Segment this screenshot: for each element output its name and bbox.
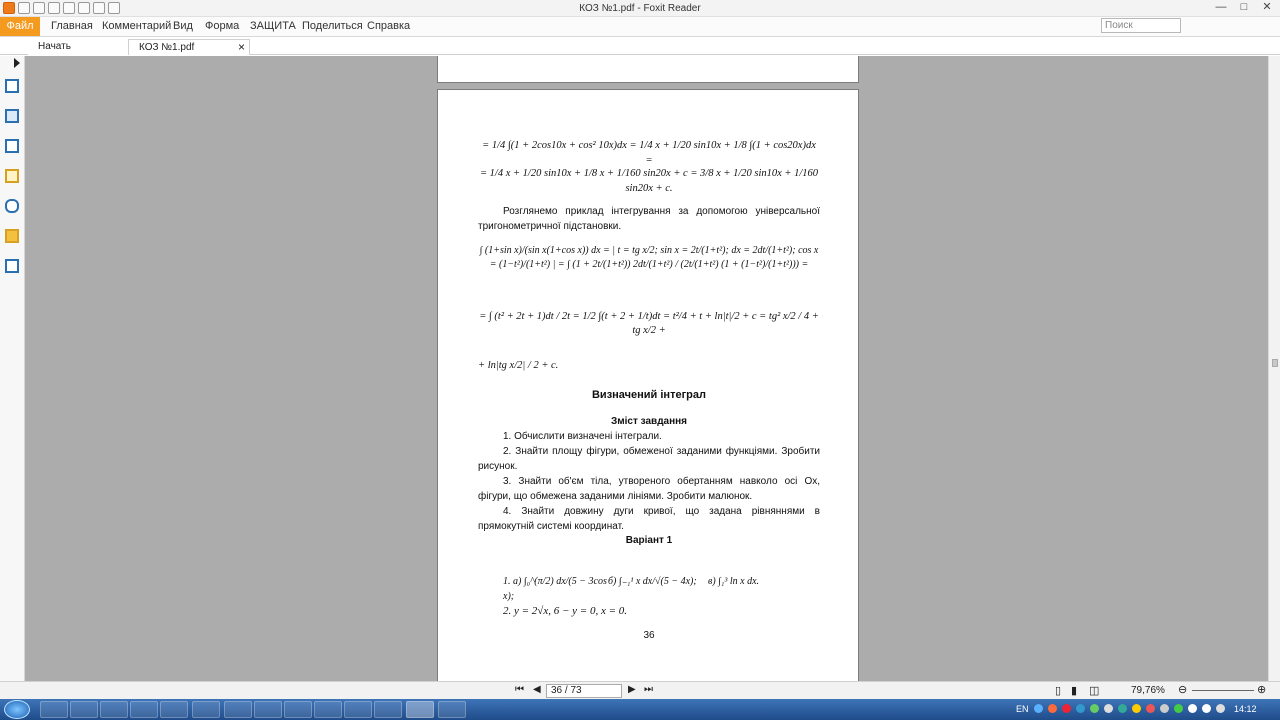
formula-line-1: = 1/4 ∫(1 + 2cos10x + cos² 10x)dx = 1/4 x + 1/20 sin10x + 1/8 ∫(1 + cos20x)dx = xyxy=(482,140,816,166)
layers-icon[interactable] xyxy=(5,139,19,153)
title-bar xyxy=(0,0,1280,17)
help-tray-icon[interactable] xyxy=(1034,704,1043,713)
variant-task-1b: б) ∫₋₁¹ x dx/√(5 − 4x); xyxy=(608,576,697,587)
tab-document-label: КОЗ №1.pdf xyxy=(139,42,195,53)
taskbar-app-2[interactable] xyxy=(70,701,98,718)
minimize-button[interactable]: — xyxy=(1215,1,1227,13)
formula-line-4: = ∫ (t² + 2t + 1)dt / 2t = 1/2 ∫(t + 2 + 1/t)dt = t²/4 + t + ln|t|/2 + c = tg² x/2 / 4 + tg x/2 + xyxy=(479,311,819,336)
taskbar-app-3[interactable] xyxy=(100,701,128,718)
task-item-2: 2. Знайти площу фігури, обмеженої заданими функціями. Зробити рисунок. xyxy=(478,446,820,472)
task-item-3: 3. Знайти об'єм тіла, утвореного обертанням навколо осі Ox, фігури, що обмежена заданими лініями. Зробити малюнок. xyxy=(478,476,820,502)
continuous-view-icon[interactable]: ▮ xyxy=(1071,685,1078,697)
zoom-level[interactable]: 79,76% xyxy=(1131,685,1165,696)
vertical-scrollbar[interactable] xyxy=(1268,56,1280,681)
section-subheading: Зміст завдання xyxy=(610,416,688,427)
language-indicator[interactable]: EN xyxy=(1016,704,1029,714)
status-bar xyxy=(0,681,1280,699)
tray-icon-5[interactable] xyxy=(1090,704,1099,713)
tray-icon-6[interactable] xyxy=(1104,704,1113,713)
volume-icon[interactable] xyxy=(1202,704,1211,713)
maximize-button[interactable]: □ xyxy=(1240,1,1248,13)
formula-line-2: = 1/4 x + 1/20 sin10x + 1/8 x + 1/160 sin20x + c = 3/8 x + 1/20 sin10x + 1/160 sin20x + c. xyxy=(479,168,819,194)
section-heading: Визначений інтеграл xyxy=(591,389,706,401)
tab-document[interactable] xyxy=(128,39,250,55)
attachments-icon[interactable] xyxy=(5,199,19,213)
formula-line-3: ∫ (1+sin x)/(sin x(1+cos x)) dx = | t = tg x/2; sin x = 2t/(1+t²); dx = 2dt/(1+t²); cos x = (1−t²)/(1+t²) | = ∫ (1 + 2t/(1+t²)) 2dt/(1+t²) / (2t/(1+t²) (1 + (1−t²)/(1+t²))) = xyxy=(479,245,819,270)
facing-view-icon[interactable]: ◫ xyxy=(1089,685,1100,697)
menu-share[interactable]: Поделиться xyxy=(302,20,363,32)
navigation-sidebar xyxy=(0,56,25,681)
tray-icon-14[interactable] xyxy=(1216,704,1225,713)
variant-heading: Варіант 1 xyxy=(625,535,673,546)
next-page-icon[interactable]: ▶ xyxy=(628,684,636,695)
current-page xyxy=(437,89,859,681)
network-icon[interactable] xyxy=(1188,704,1197,713)
start-button[interactable] xyxy=(4,700,30,719)
taskbar-telegram[interactable] xyxy=(344,701,372,718)
expand-sidebar-icon[interactable] xyxy=(14,58,20,68)
tray-icon-2[interactable] xyxy=(1048,704,1057,713)
menu-bar xyxy=(0,17,1280,37)
zoom-slider[interactable] xyxy=(1192,690,1254,691)
taskbar-viber[interactable] xyxy=(284,701,312,718)
tab-bar xyxy=(0,38,1280,55)
clock[interactable]: 14:12 xyxy=(1234,704,1257,714)
security-icon[interactable] xyxy=(5,229,19,243)
pages-icon[interactable] xyxy=(5,109,19,123)
zoom-out-icon[interactable]: ⊖ xyxy=(1178,684,1188,696)
previous-page-icon[interactable]: ◀ xyxy=(533,684,541,695)
variant-task-1c: в) ∫₁³ ln x dx. xyxy=(708,576,760,587)
menu-home[interactable]: Главная xyxy=(51,20,93,32)
taskbar-app-4[interactable] xyxy=(130,701,158,718)
menu-comment[interactable]: Комментарий xyxy=(102,20,172,32)
tray-icon-8[interactable] xyxy=(1132,704,1141,713)
zoom-in-icon[interactable]: ⊕ xyxy=(1257,684,1267,696)
task-item-4: 4. Знайти довжину дуги кривої, що задана рівняннями в прямокутній системі координат. xyxy=(478,506,820,532)
variant-task-1a: 1. а) ∫₀^(π/2) dx/(5 − 3cos x); xyxy=(503,576,607,602)
file-menu[interactable]: Файл xyxy=(0,17,40,36)
last-page-icon[interactable]: ⏭ xyxy=(644,684,653,695)
taskbar-app-7[interactable] xyxy=(224,701,252,718)
tray-icon-4[interactable] xyxy=(1076,704,1085,713)
comments-icon[interactable] xyxy=(5,169,19,183)
taskbar-app-5[interactable] xyxy=(160,701,188,718)
tab-start[interactable]: Начать xyxy=(28,39,128,55)
previous-page xyxy=(437,56,859,83)
menu-protect[interactable]: ЗАЩИТА xyxy=(250,20,296,32)
first-page-icon[interactable]: ⏮ xyxy=(515,684,524,695)
tray-icon-7[interactable] xyxy=(1118,704,1127,713)
document-viewport[interactable] xyxy=(25,56,1268,681)
tab-close-icon[interactable]: × xyxy=(237,40,245,54)
tray-icon-3[interactable] xyxy=(1062,704,1071,713)
tray-icon-10[interactable] xyxy=(1160,704,1169,713)
signature-icon[interactable] xyxy=(5,259,19,273)
taskbar-app-8[interactable] xyxy=(254,701,282,718)
taskbar-folder[interactable] xyxy=(374,701,402,718)
variant-task-2: 2. y = 2√x, 6 − y = 0, x = 0. xyxy=(503,605,628,617)
close-button[interactable]: ✕ xyxy=(1262,1,1272,13)
bookmarks-icon[interactable] xyxy=(5,79,19,93)
taskbar-chrome[interactable] xyxy=(192,701,220,718)
page-number: 36 xyxy=(643,630,655,641)
formula-line-5: + ln|tg x/2| / 2 + c. xyxy=(478,360,559,371)
menu-form[interactable]: Форма xyxy=(205,20,240,32)
taskbar-foxit[interactable] xyxy=(406,701,434,718)
search-input[interactable]: Поиск xyxy=(1101,18,1181,33)
taskbar-app-14[interactable] xyxy=(438,701,466,718)
taskbar-excel[interactable] xyxy=(314,701,342,718)
page-number-field[interactable]: 36 / 73 xyxy=(546,684,622,698)
menu-help[interactable]: Справка xyxy=(367,20,411,32)
taskbar-explorer[interactable] xyxy=(40,701,68,718)
scroll-thumb[interactable] xyxy=(1272,359,1278,367)
window-title: КОЗ №1.pdf - Foxit Reader xyxy=(579,3,701,14)
tray-icon-11[interactable] xyxy=(1174,704,1183,713)
single-page-view-icon[interactable]: ▯ xyxy=(1055,685,1062,697)
tray-icon-9[interactable] xyxy=(1146,704,1155,713)
menu-view[interactable]: Вид xyxy=(173,20,193,32)
task-item-1: 1. Обчислити визначені інтеграли. xyxy=(503,431,662,442)
taskbar xyxy=(0,699,1280,720)
paragraph-substitution: Розглянемо приклад інтегрування за допомогою універсальної тригонометричної підстановки. xyxy=(478,206,820,232)
